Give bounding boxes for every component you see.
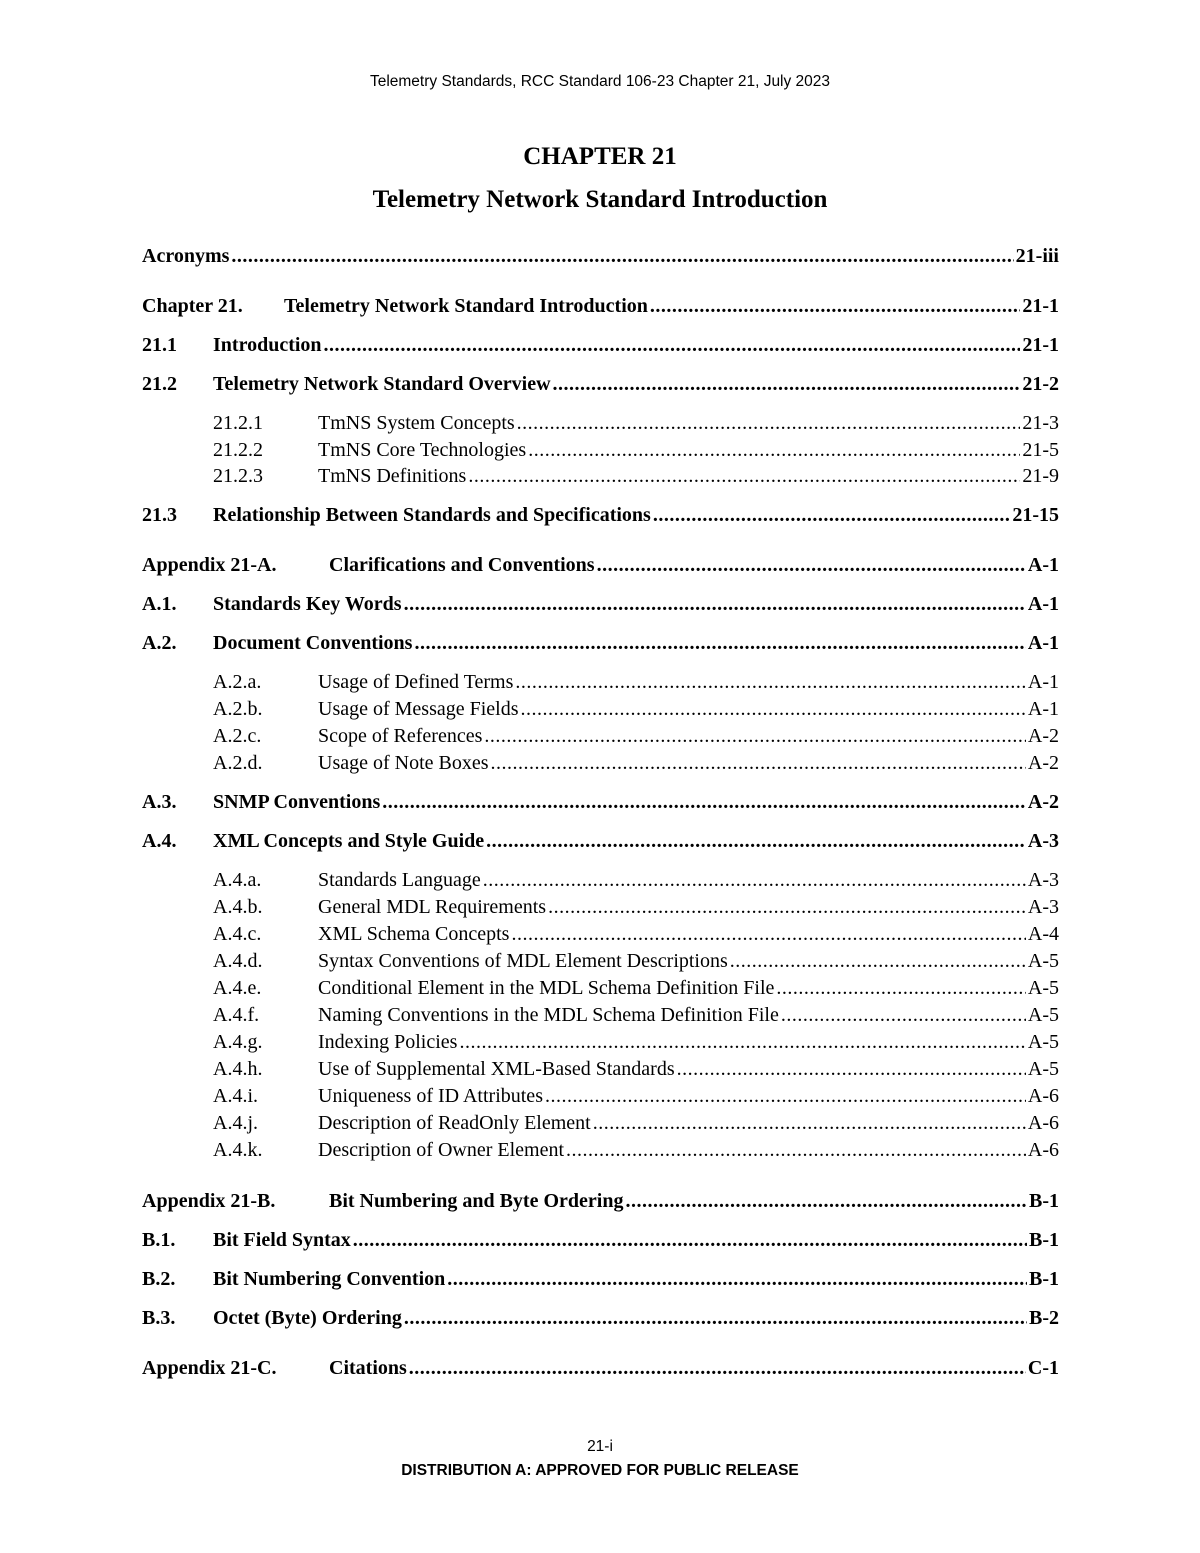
toc-leader-dots xyxy=(468,463,1020,489)
toc-entry-number: A.4.c. xyxy=(213,923,262,945)
toc-entry[interactable] xyxy=(142,630,1059,656)
toc-entry-title[interactable]: TmNS System Concepts xyxy=(318,412,515,434)
toc-leader-dots xyxy=(486,828,1026,854)
toc-entry[interactable] xyxy=(142,1110,1059,1136)
toc-leader-dots xyxy=(776,975,1025,1001)
toc-entry-title[interactable]: TmNS Core Technologies xyxy=(318,439,527,461)
toc-entry-title[interactable]: Bit Field Syntax xyxy=(213,1229,351,1251)
toc-entry-page[interactable]: A-4 xyxy=(1027,923,1059,945)
toc-entry-number: A.4.k. xyxy=(213,1139,263,1161)
toc-entry-page[interactable]: A-2 xyxy=(1027,791,1059,813)
toc-entry-page[interactable]: 21-15 xyxy=(1012,504,1059,526)
toc-leader-dots xyxy=(653,502,1010,528)
toc-entry[interactable] xyxy=(142,723,1059,749)
toc-entry-number: A.2.b. xyxy=(213,698,263,720)
toc-leader-dots xyxy=(566,1137,1026,1163)
toc-entry-title[interactable]: Syntax Conventions of MDL Element Descriptions xyxy=(318,950,728,972)
toc-leader-dots xyxy=(324,332,1021,358)
toc-entry-title[interactable]: Conditional Element in the MDL Schema Definition File xyxy=(318,977,775,999)
toc-entry-number: B.3. xyxy=(142,1307,176,1329)
toc-entry[interactable] xyxy=(142,1266,1059,1292)
toc-entry-number: B.1. xyxy=(142,1229,176,1251)
toc-entry-number: A.4.j. xyxy=(213,1112,258,1134)
toc-entry[interactable] xyxy=(142,669,1059,695)
toc-entry-title[interactable]: Indexing Policies xyxy=(318,1031,458,1053)
toc-entry-page[interactable]: A-5 xyxy=(1027,1004,1059,1026)
toc-entry-number: 21.3 xyxy=(142,504,177,526)
toc-entry[interactable] xyxy=(142,975,1059,1001)
toc-entry[interactable] xyxy=(142,789,1059,815)
toc-entry[interactable] xyxy=(142,1188,1059,1214)
toc-entry-title[interactable]: XML Concepts and Style Guide xyxy=(213,830,485,852)
toc-entry-title[interactable]: Standards Language xyxy=(318,869,481,891)
toc-entry-number: 21.2.2 xyxy=(213,439,263,461)
footer-page-number: 21-i xyxy=(587,1438,613,1455)
toc-entry[interactable] xyxy=(142,332,1059,358)
toc-entry-number: 21.2.1 xyxy=(213,412,263,434)
toc-leader-dots xyxy=(515,669,1026,695)
toc-entry-number: A.2.c. xyxy=(213,725,262,747)
toc-entry-page[interactable]: A-3 xyxy=(1027,869,1059,891)
toc-entry[interactable] xyxy=(142,948,1059,974)
toc-entry-number: A.4. xyxy=(142,830,177,852)
toc-entry-number: A.3. xyxy=(142,791,177,813)
toc-entry-number: A.2. xyxy=(142,632,177,654)
toc-entry-page[interactable]: A-1 xyxy=(1027,698,1059,720)
toc-entry-number: A.4.e. xyxy=(213,977,262,999)
toc-leader-dots xyxy=(730,948,1026,974)
toc-leader-dots xyxy=(545,1083,1026,1109)
toc-entry-number: Appendix 21-C. xyxy=(142,1357,277,1379)
chapter-subtitle: Telemetry Network Standard Introduction xyxy=(372,186,828,213)
toc-entry[interactable] xyxy=(142,293,1059,319)
toc-entry-title[interactable]: XML Schema Concepts xyxy=(318,923,510,945)
toc-entry[interactable] xyxy=(142,243,1059,269)
toc-leader-dots xyxy=(447,1266,1027,1292)
toc-leader-dots xyxy=(353,1227,1027,1253)
toc-entry[interactable] xyxy=(142,828,1059,854)
toc-leader-dots xyxy=(404,1305,1027,1331)
toc-entry-title[interactable]: Citations xyxy=(329,1357,407,1379)
toc-entry-page[interactable]: 21-5 xyxy=(1022,439,1059,461)
toc-entry-number: B.2. xyxy=(142,1268,176,1290)
toc-entry-title[interactable]: SNMP Conventions xyxy=(213,791,381,813)
toc-entry-page[interactable]: 21-iii xyxy=(1015,245,1059,267)
toc-entry-title[interactable]: Description of ReadOnly Element xyxy=(318,1112,591,1134)
toc-entry-title[interactable]: Octet (Byte) Ordering xyxy=(213,1307,402,1329)
toc-leader-dots xyxy=(517,410,1021,436)
running-header: Telemetry Standards, RCC Standard 106-23 Chapter 21, July 2023 xyxy=(369,73,831,90)
toc-entry[interactable] xyxy=(142,437,1059,463)
toc-leader-dots xyxy=(491,750,1026,776)
toc-entry-page[interactable]: A-5 xyxy=(1027,1058,1059,1080)
toc-leader-dots xyxy=(548,894,1026,920)
toc-entry-page[interactable]: 21-1 xyxy=(1022,334,1059,356)
toc-leader-dots xyxy=(231,243,1013,269)
toc-entry-page[interactable]: C-1 xyxy=(1027,1357,1059,1379)
toc-leader-dots xyxy=(528,437,1020,463)
toc-leader-dots xyxy=(382,789,1026,815)
toc-entry-title[interactable]: Clarifications and Conventions xyxy=(329,554,595,576)
toc-entry-title[interactable]: Usage of Message Fields xyxy=(318,698,519,720)
toc-leader-dots xyxy=(553,371,1021,397)
toc-entry-title[interactable]: TmNS Definitions xyxy=(318,465,467,487)
toc-entry-number: Appendix 21-A. xyxy=(142,554,277,576)
toc-entry-page[interactable]: A-6 xyxy=(1027,1085,1059,1107)
toc-entry[interactable] xyxy=(142,1002,1059,1028)
toc-entry-number: 21.2 xyxy=(142,373,177,395)
toc-entry-number: A.4.d. xyxy=(213,950,263,972)
toc-entry-page[interactable]: 21-2 xyxy=(1022,373,1059,395)
toc-entry-number: Chapter 21. xyxy=(142,295,243,317)
toc-entry[interactable] xyxy=(142,463,1059,489)
toc-entry[interactable] xyxy=(142,1029,1059,1055)
toc-leader-dots xyxy=(459,1029,1025,1055)
toc-entry[interactable] xyxy=(142,591,1059,617)
toc-leader-dots xyxy=(414,630,1025,656)
toc-entry-title[interactable]: Bit Numbering and Byte Ordering xyxy=(329,1190,624,1212)
toc-entry-page[interactable]: A-2 xyxy=(1027,725,1059,747)
toc-entry-page[interactable]: 21-1 xyxy=(1022,295,1059,317)
toc-entry-title[interactable]: Bit Numbering Convention xyxy=(213,1268,446,1290)
toc-entry-number: A.1. xyxy=(142,593,177,615)
toc-entry-number: A.2.a. xyxy=(213,671,262,693)
toc-entry-page[interactable]: A-3 xyxy=(1027,830,1059,852)
toc-entry-page[interactable]: A-2 xyxy=(1027,752,1059,774)
toc-entry-number: A.4.i. xyxy=(213,1085,258,1107)
toc-entry[interactable] xyxy=(142,894,1059,920)
toc-entry-page[interactable]: A-6 xyxy=(1027,1112,1059,1134)
toc-entry-title[interactable]: Introduction xyxy=(213,334,322,356)
chapter-title: CHAPTER 21 xyxy=(523,143,677,170)
toc-entry[interactable] xyxy=(142,750,1059,776)
toc-entry-number: Appendix 21-B. xyxy=(142,1190,276,1212)
toc-entry-title[interactable]: Description of Owner Element xyxy=(318,1139,565,1161)
toc-entry-number: A.4.f. xyxy=(213,1004,260,1026)
toc-entry-number: A.4.h. xyxy=(213,1058,263,1080)
toc-leader-dots xyxy=(484,723,1026,749)
toc-leader-dots xyxy=(650,293,1020,319)
toc-entry-page[interactable]: A-1 xyxy=(1027,554,1059,576)
toc-leader-dots xyxy=(597,552,1026,578)
toc-entry[interactable] xyxy=(142,1227,1059,1253)
toc-entry[interactable] xyxy=(142,921,1059,947)
toc-leader-dots xyxy=(521,696,1026,722)
toc-entry-page[interactable]: A-3 xyxy=(1027,896,1059,918)
toc-entry-page[interactable]: B-2 xyxy=(1029,1307,1059,1329)
toc-entry[interactable] xyxy=(142,1083,1059,1109)
toc-entry-title[interactable]: Telemetry Network Standard Introduction xyxy=(284,295,648,317)
toc-entry-page[interactable]: A-5 xyxy=(1027,1031,1059,1053)
toc-leader-dots xyxy=(511,921,1025,947)
toc-entry-title[interactable]: General MDL Requirements xyxy=(318,896,547,918)
toc-entry-title[interactable]: Naming Conventions in the MDL Schema Definition File xyxy=(318,1004,779,1026)
toc-entry[interactable] xyxy=(142,867,1059,893)
toc-entry-page[interactable]: B-1 xyxy=(1029,1190,1059,1212)
toc-entry-page[interactable]: B-1 xyxy=(1029,1268,1059,1290)
toc-leader-dots xyxy=(625,1188,1027,1214)
toc-leader-dots xyxy=(677,1056,1026,1082)
toc-entry[interactable] xyxy=(142,1137,1059,1163)
toc-entry-page[interactable]: B-1 xyxy=(1029,1229,1059,1251)
toc-entry-page[interactable]: A-5 xyxy=(1027,977,1059,999)
toc-entry-title[interactable]: Usage of Defined Terms xyxy=(318,671,514,693)
toc-entry[interactable] xyxy=(142,696,1059,722)
toc-entry[interactable] xyxy=(142,502,1059,528)
toc-entry-number: 21.1 xyxy=(142,334,177,356)
toc-entry-title[interactable]: Standards Key Words xyxy=(213,593,402,615)
toc-entry-title[interactable]: Usage of Note Boxes xyxy=(318,752,489,774)
toc-entry-title[interactable]: Document Conventions xyxy=(213,632,413,654)
toc-entry[interactable] xyxy=(142,1305,1059,1331)
toc-entry[interactable] xyxy=(142,1056,1059,1082)
toc-entry-page[interactable]: A-1 xyxy=(1027,671,1059,693)
toc-entry-page[interactable]: A-5 xyxy=(1027,950,1059,972)
toc-entry-number: A.2.d. xyxy=(213,752,263,774)
distribution-statement: DISTRIBUTION A: APPROVED FOR PUBLIC RELEASE xyxy=(401,1462,799,1479)
toc-entry-title[interactable]: Relationship Between Standards and Specifications xyxy=(213,504,651,526)
toc-entry[interactable] xyxy=(142,371,1059,397)
toc-entry-title[interactable]: Scope of References xyxy=(318,725,483,747)
toc-leader-dots xyxy=(404,591,1026,617)
toc-leader-dots xyxy=(593,1110,1026,1136)
toc-entry-page[interactable]: A-1 xyxy=(1027,593,1059,615)
toc-leader-dots xyxy=(409,1355,1026,1381)
toc-entry-number: A.4.g. xyxy=(213,1031,263,1053)
toc-entry-title[interactable]: Use of Supplemental XML-Based Standards xyxy=(318,1058,675,1080)
toc-entry-page[interactable]: 21-9 xyxy=(1022,465,1059,487)
toc-entry[interactable] xyxy=(142,410,1059,436)
toc-entry-title[interactable]: Acronyms xyxy=(142,245,230,267)
toc-entry-title[interactable]: Telemetry Network Standard Overview xyxy=(213,373,551,395)
toc-entry-title[interactable]: Uniqueness of ID Attributes xyxy=(318,1085,543,1107)
toc-entry[interactable] xyxy=(142,552,1059,578)
toc-leader-dots xyxy=(483,867,1026,893)
toc-leader-dots xyxy=(781,1002,1026,1028)
toc-entry-page[interactable]: A-1 xyxy=(1027,632,1059,654)
toc-entry-number: A.4.b. xyxy=(213,896,263,918)
toc-entry-page[interactable]: 21-3 xyxy=(1022,412,1059,434)
toc-entry-number: 21.2.3 xyxy=(213,465,263,487)
toc-entry-page[interactable]: A-6 xyxy=(1027,1139,1059,1161)
toc-entry-number: A.4.a. xyxy=(213,869,262,891)
toc-entry[interactable] xyxy=(142,1355,1059,1381)
